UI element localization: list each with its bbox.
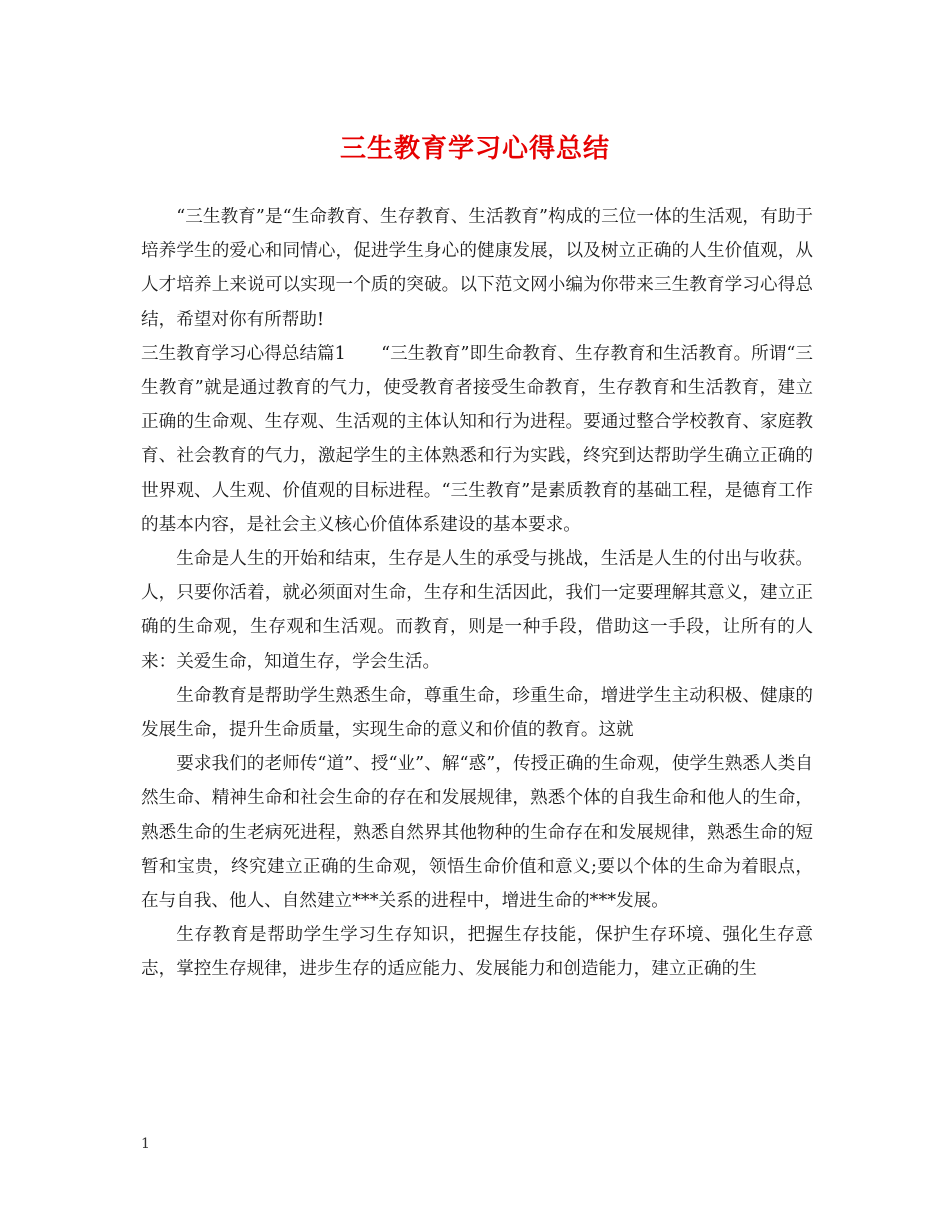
- paragraph-survival-education: 生存教育是帮助学生学习生存知识，把握生存技能，保护生存环境、强化生存意志，掌控生存规律，进步生存的适应能力、发展能力和创造能力，建立正确的生: [141, 925, 813, 980]
- document-body: [141, 200, 813, 987]
- paragraph-life-education: 生命教育是帮助学生熟悉生命，尊重生命，珍重生命，增进学生主动积极、健康的发展生命，提升生命质量，实现生命的意义和价值的教育。这就: [141, 685, 813, 741]
- paragraph-teacher-requirements: 要求我们的老师传“道”、授“业”、解“惑”，传授正确的生命观，使学生熟悉人类自然生命、精神生命和社会生命的存在和发展规律，熟悉个体的自我生命和他人的生命，熟悉生命的生老病死进程，熟悉自然界其他物种的生命存在和发展规律，熟悉生命的短暂和宝贵，终究建立正确的生命观，领悟生命价值和意义;要以个体的生命为着眼点，在与自我、他人、自然建立***关系的进程中，增进生命的***发展。: [141, 754, 813, 912]
- document-title: 三生教育学习心得总结: [339, 134, 610, 164]
- paragraph-section-1: 三生教育学习心得总结篇1 “三生教育”即生命教育、生存教育和生活教育。所谓“三生教育”就是通过教育的气力，使受教育者接受生命教育，生存教育和生活教育，建立正确的生命观、生存观、生活观的主体认知和行为进程。要通过整合学校教育、家庭教育、社会教育的气力，激起学生的主体熟悉和行为实践，终究到达帮助学生确立正确的世界观、人生观、价值观的目标进程。“三生教育”是素质教育的基础工程，是德育工作的基本内容，是社会主义核心价值体系建设的基本要求。: [141, 343, 813, 535]
- paragraph-life-meaning: 生命是人生的开始和结束，生存是人生的承受与挑战，生活是人生的付出与收获。人，只要你活着，就必须面对生命，生存和生活因此，我们一定要理解其意义，建立正确的生命观，生存观和生活观。而教育，则是一种手段，借助这一手段，让所有的人来：关爱生命，知道生存，学会生活。: [141, 549, 813, 672]
- paragraph-intro: “三生教育”是“生命教育、生存教育、生活教育”构成的三位一体的生活观，有助于培养学生的爱心和同情心，促进学生身心的健康发展，以及树立正确的人生价值观，从人才培养上来说可以实现一个质的突破。以下范文网小编为你带来三生教育学习心得总结，希望对你有所帮助!: [141, 207, 813, 330]
- page-number: 1: [141, 1136, 150, 1152]
